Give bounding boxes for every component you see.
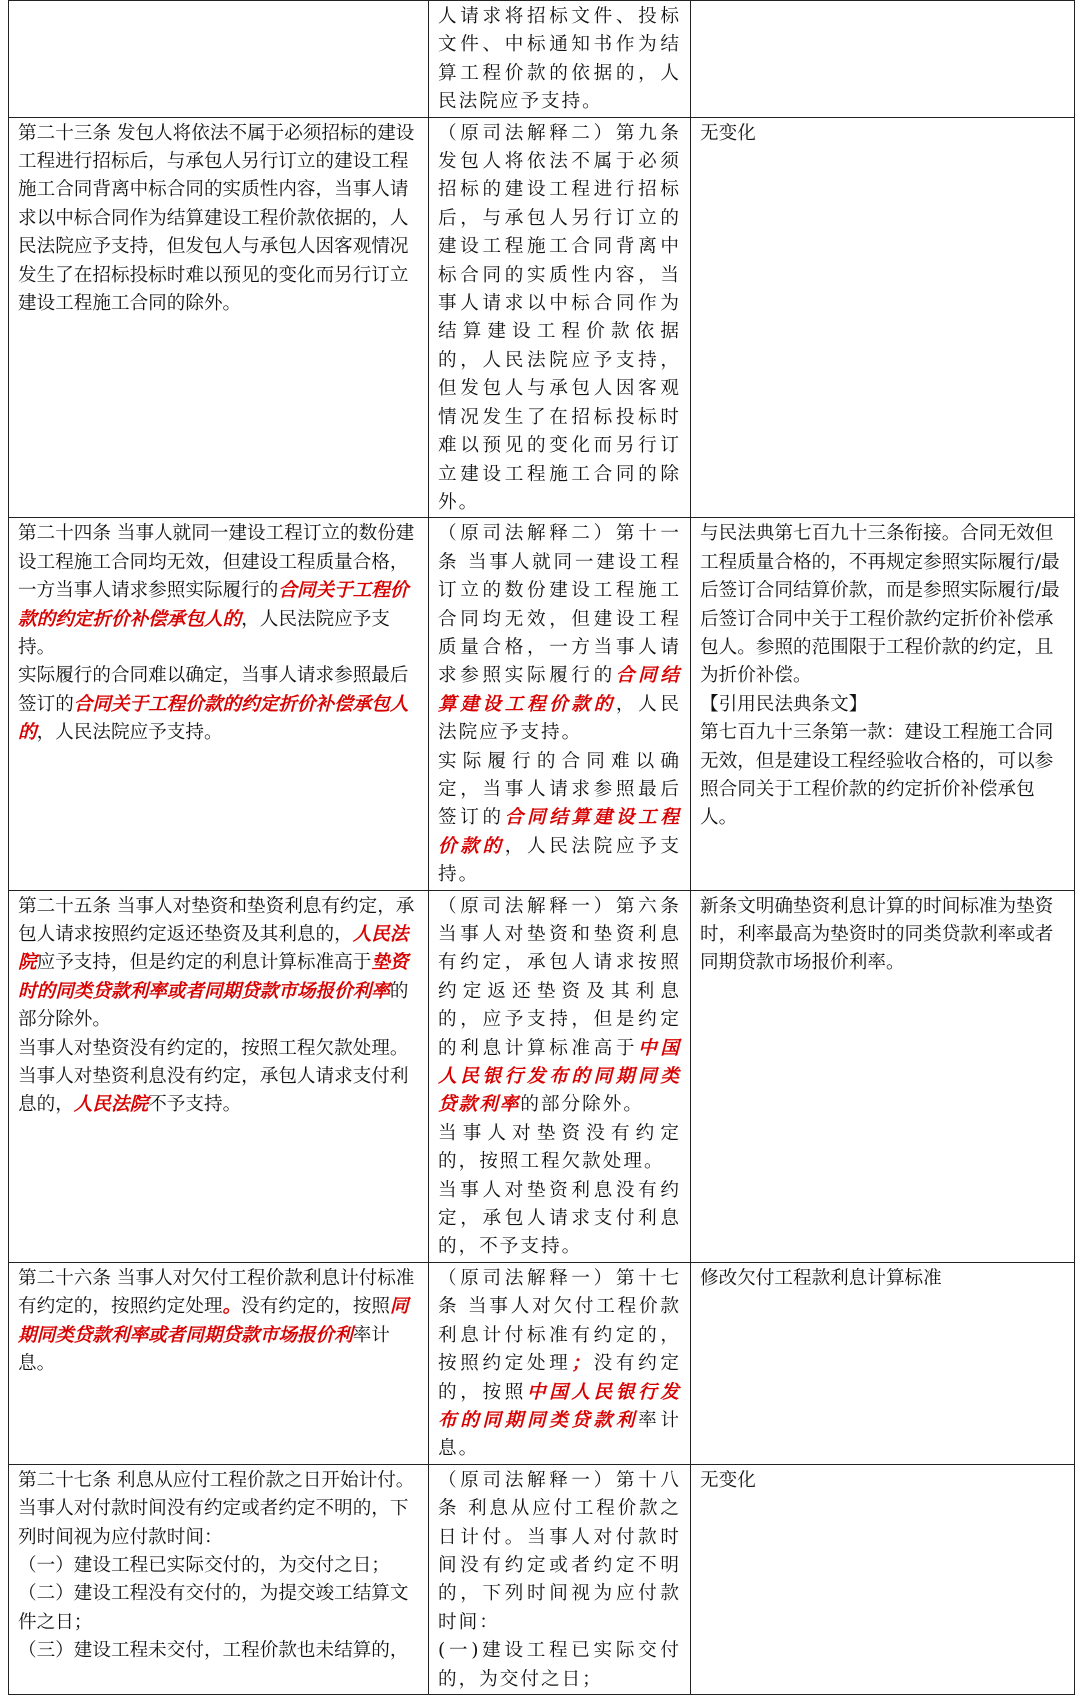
paragraph: [438, 1467, 681, 1637]
remark-cell: [691, 117, 1075, 518]
table-row: [9, 1262, 1075, 1464]
paragraph: [18, 1265, 419, 1379]
original-provision-cell: [429, 117, 691, 518]
paragraph: [700, 1265, 1065, 1293]
text-run: 的部分除外。: [18, 980, 409, 1031]
text-run: 没有约定的，按照: [241, 1296, 390, 1318]
remark-cell: [691, 1, 1075, 118]
text-run: ，人民法院应予支持。: [438, 835, 681, 886]
highlighted-text: 合同结算建设工程价款的: [438, 665, 681, 715]
text-run: （原司法解释一）第六条 当事人对垫资和垫资利息有约定，承包人请求按照约定返还垫资及其利息的，应予支持，但是约定的利息计算标准高于: [438, 895, 681, 1059]
text-run: （原司法解释一）第十七条 当事人对欠付工程价款利息计付标准有约定的，按照约定处理: [438, 1267, 681, 1375]
text-run: 第七百九十三条第一款：建设工程施工合同无效，但是建设工程经验收合格的，可以参照合同关于工程价款的约定折价补偿承包人。: [700, 722, 1054, 829]
original-provision-cell: [429, 890, 691, 1262]
text-run: 不予支持。: [148, 1094, 242, 1116]
table-row: [9, 1464, 1075, 1694]
paragraph: [18, 1063, 419, 1120]
new-provision-cell: [9, 1262, 429, 1464]
text-run: 当事人对垫资没有约定的，按照工程欠款处理。: [18, 1037, 409, 1059]
text-run: （一）建设工程已实际交付的，为交付之日；: [18, 1554, 390, 1576]
text-run: (一)建设工程已实际交付的，为交付之日；: [438, 1640, 681, 1690]
text-run: 第二十六条 当事人对欠付工程价款利息计付标准有约定的，按照约定处理: [18, 1267, 415, 1318]
original-provision-cell: [429, 518, 691, 890]
new-provision-cell: [9, 1, 429, 118]
highlighted-text: 中国人民银行发布的同期同类贷款利率: [438, 1037, 681, 1116]
text-run: 当事人对垫资利息没有约定，承包人请求支付利息的，不予支持。: [438, 1179, 681, 1258]
paragraph: [700, 719, 1065, 833]
paragraph: [700, 691, 1065, 719]
original-provision-cell: [429, 1262, 691, 1464]
paragraph: [700, 1467, 1065, 1495]
text-run: （三）建设工程未交付，工程价款也未结算的，: [18, 1640, 409, 1662]
text-run: ，人民法院应予支持。: [18, 608, 390, 658]
text-run: 应予支持，但是约定的利息计算标准高于: [36, 952, 372, 974]
text-run: （原司法解释二）第十一条 当事人就同一建设工程订立的数份建设工程施工合同均无效，但建设工程质量合格，一方当事人请求参照实际履行的: [438, 523, 681, 687]
paragraph: [438, 1265, 681, 1464]
paragraph: [18, 1580, 419, 1637]
table-row: [9, 890, 1075, 1262]
highlighted-text: 人民法院: [18, 924, 409, 974]
paragraph: [18, 1552, 419, 1580]
remark-cell: [691, 1464, 1075, 1694]
text-run: 率计息。: [18, 1324, 390, 1375]
paragraph: [18, 893, 419, 1035]
text-run: ，人民法院应予支持。: [36, 722, 223, 744]
highlighted-text: 合同结算建设工程价款的: [438, 807, 681, 857]
original-provision-cell: [429, 1, 691, 118]
text-run: 无变化: [700, 122, 756, 144]
paragraph: [700, 520, 1065, 690]
paragraph: [18, 1467, 419, 1552]
text-run: 无变化: [700, 1469, 756, 1491]
highlighted-text: ；: [571, 1353, 593, 1375]
text-run: 新条文明确垫资利息计算的时间标准为垫资时，利率最高为垫资时的同类贷款利率或者同期贷款市场报价利率。: [700, 895, 1054, 974]
paragraph: [438, 3, 681, 117]
comparison-table: [8, 0, 1075, 1695]
remark-cell: [691, 890, 1075, 1262]
text-run: 人请求将招标文件、投标文件、中标通知书作为结算工程价款的依据的，人民法院应予支持。: [438, 6, 681, 113]
paragraph: [18, 662, 419, 747]
highlighted-text: 中国人民银行发布的同期同类贷款利: [438, 1381, 681, 1431]
text-run: 实际履行的合同难以确定，当事人请求参照最后签订的: [18, 665, 409, 715]
table-row: [9, 1, 1075, 118]
paragraph: [438, 748, 681, 890]
text-run: 率计息。: [438, 1409, 681, 1460]
highlighted-text: 人民法院: [73, 1094, 149, 1116]
text-run: 第二十五条 当事人对垫资和垫资利息有约定，承包人请求按照约定返还垫资及其利息的，: [18, 895, 415, 945]
original-provision-cell: [429, 1464, 691, 1694]
text-run: （原司法解释一）第十八条 利息从应付工程价款之日计付。当事人对付款时间没有约定或者约定不明的，下列时间视为应付款时间：: [438, 1469, 681, 1633]
paragraph: [18, 1035, 419, 1063]
text-run: 修改欠付工程款利息计算标准: [700, 1267, 942, 1289]
paragraph: [18, 520, 419, 662]
paragraph: [18, 1637, 419, 1665]
text-run: 当事人对垫资利息没有约定，承包人请求支付利息的，: [18, 1066, 409, 1116]
text-run: 第二十四条 当事人就同一建设工程订立的数份建设工程施工合同均无效，但建设工程质量合格，一方当事人请求参照实际履行的: [18, 523, 415, 602]
new-provision-cell: [9, 1464, 429, 1694]
text-run: 与民法典第七百九十三条衔接。合同无效但工程质量合格的，不再规定参照实际履行/最后签订合同结算价款，而是参照实际履行/最后签订合同中关于工程价款约定折价补偿承包人。参照的范围限于工程价款的约定，且为折价补偿。: [700, 523, 1060, 687]
highlighted-text: 合同关于工程价款的约定折价补偿承包人的: [18, 693, 409, 744]
paragraph: [438, 520, 681, 747]
remark-cell: [691, 518, 1075, 890]
highlighted-text: 。: [222, 1296, 242, 1318]
highlighted-text: 合同关于工程价款的约定折价补偿承包人的: [18, 580, 409, 630]
paragraph: [18, 120, 419, 319]
new-provision-cell: [9, 890, 429, 1262]
highlighted-text: 同期同类贷款利率或者同期贷款市场报价利: [18, 1296, 409, 1346]
new-provision-cell: [9, 117, 429, 518]
table-row: [9, 518, 1075, 890]
paragraph: [438, 1177, 681, 1262]
paragraph: [700, 893, 1065, 978]
paragraph: [438, 1120, 681, 1177]
text-run: 【引用民法典条文】: [700, 693, 868, 715]
paragraph: [700, 120, 1065, 148]
remark-cell: [691, 1262, 1075, 1464]
highlighted-text: 垫资时的同类贷款利率或者同期贷款市场报价利率: [18, 952, 409, 1002]
paragraph: [438, 893, 681, 1120]
text-run: 当事人对垫资没有约定的，按照工程欠款处理。: [438, 1122, 681, 1173]
text-run: 第二十三条 发包人将依法不属于必须招标的建设工程进行招标后，与承包人另行订立的建设工程施工合同背离中标合同的实质性内容，当事人请求以中标合同作为结算建设工程价款依据的，人民法院应予支持，但发包人与承包人因客观情况发生了在招标投标时难以预见的变化而另行订立建设工程施工合同的除外。: [18, 122, 415, 315]
table-row: [9, 117, 1075, 518]
text-run: 没有约定的，按照: [438, 1353, 681, 1403]
new-provision-cell: [9, 518, 429, 890]
paragraph: [438, 120, 681, 518]
text-run: 实际履行的合同难以确定，当事人请求参照最后签订的: [438, 750, 681, 829]
text-run: （二）建设工程没有交付的，为提交竣工结算文件之日；: [18, 1583, 409, 1633]
text-run: 的部分除外。: [520, 1094, 644, 1116]
text-run: （原司法解释二）第九条 发包人将依法不属于必须招标的建设工程进行招标后，与承包人另行订立的建设工程施工合同背离中标合同的实质性内容，当事人请求以中标合同作为结算建设工程价款依据的，人民法院应予支持，但发包人与承包人因客观情况发生了在招标投标时难以预见的变化而另行订立建设工程施工合同的除外。: [438, 122, 681, 513]
text-run: 第二十七条 利息从应付工程价款之日开始计付。当事人对付款时间没有约定或者约定不明的，下列时间视为应付款时间：: [18, 1469, 415, 1548]
paragraph: [438, 1637, 681, 1694]
text-run: ，人民法院应予支持。: [438, 693, 681, 744]
